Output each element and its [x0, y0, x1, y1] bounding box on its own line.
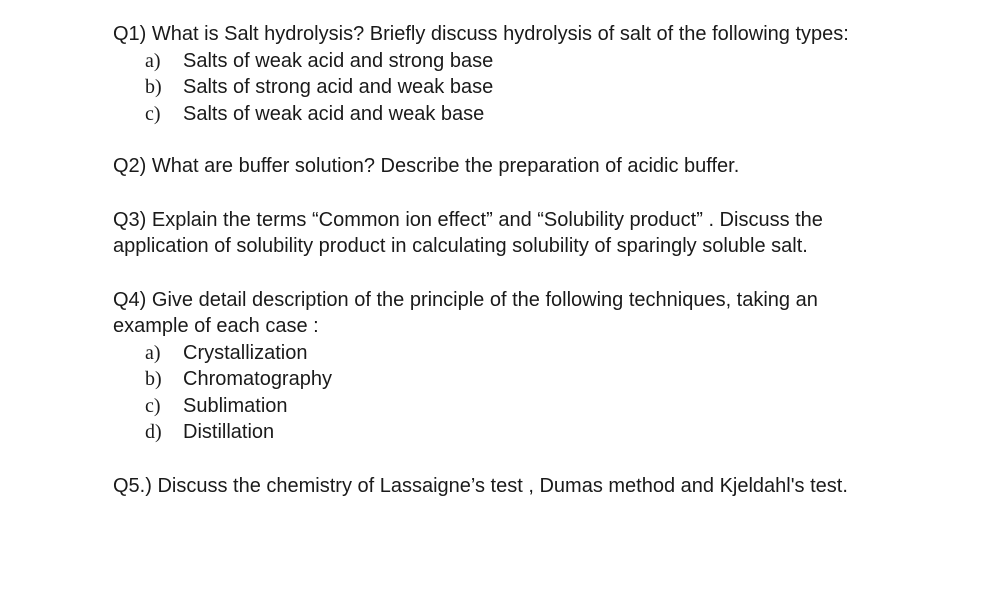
list-item	[145, 340, 873, 367]
list-item	[145, 101, 873, 128]
item-text: Salts of weak acid and weak base	[183, 102, 485, 125]
document-page	[113, 21, 873, 499]
question-3	[113, 207, 873, 260]
item-label: b)	[145, 76, 162, 98]
item-text: Distillation	[183, 421, 275, 443]
question-2-text: Q2) What are buffer solution? Describe the preparation of acidic buffer.	[113, 155, 740, 177]
item-label: a)	[145, 49, 161, 72]
item-label: d)	[145, 421, 162, 443]
question-1-text: Q1) What is Salt hydrolysis? Briefly discuss hydrolysis of salt of the following types:	[113, 23, 849, 45]
question-1	[113, 21, 873, 127]
item-text: Salts of weak acid and strong base	[183, 49, 494, 72]
list-item	[145, 419, 873, 446]
item-label: b)	[145, 368, 162, 390]
item-label: a)	[145, 341, 161, 364]
list-item	[145, 74, 873, 101]
question-4	[113, 287, 873, 446]
list-item	[145, 393, 873, 420]
item-label: c)	[145, 394, 161, 417]
item-text: Chromatography	[183, 368, 332, 390]
item-text: Salts of strong acid and weak base	[183, 76, 494, 98]
question-5-text: Q5.) Discuss the chemistry of Lassaigne’s test , Dumas method and Kjeldahl's test.	[113, 474, 848, 497]
question-1-list	[113, 48, 873, 128]
list-item	[145, 366, 873, 393]
question-5	[113, 473, 873, 500]
question-2	[113, 153, 873, 180]
item-label: c)	[145, 102, 161, 125]
list-item	[145, 48, 873, 75]
question-4-text: Q4) Give detail description of the principle of the following techniques, taking an example of each case :	[113, 288, 818, 337]
item-text: Crystallization	[183, 341, 308, 364]
question-4-list	[113, 340, 873, 446]
item-text: Sublimation	[183, 394, 288, 417]
question-3-text: Q3) Explain the terms “Common ion effect” and “Solubility product” . Discuss the application of solubility product in calculating solubility of sparingly soluble salt.	[113, 208, 823, 257]
